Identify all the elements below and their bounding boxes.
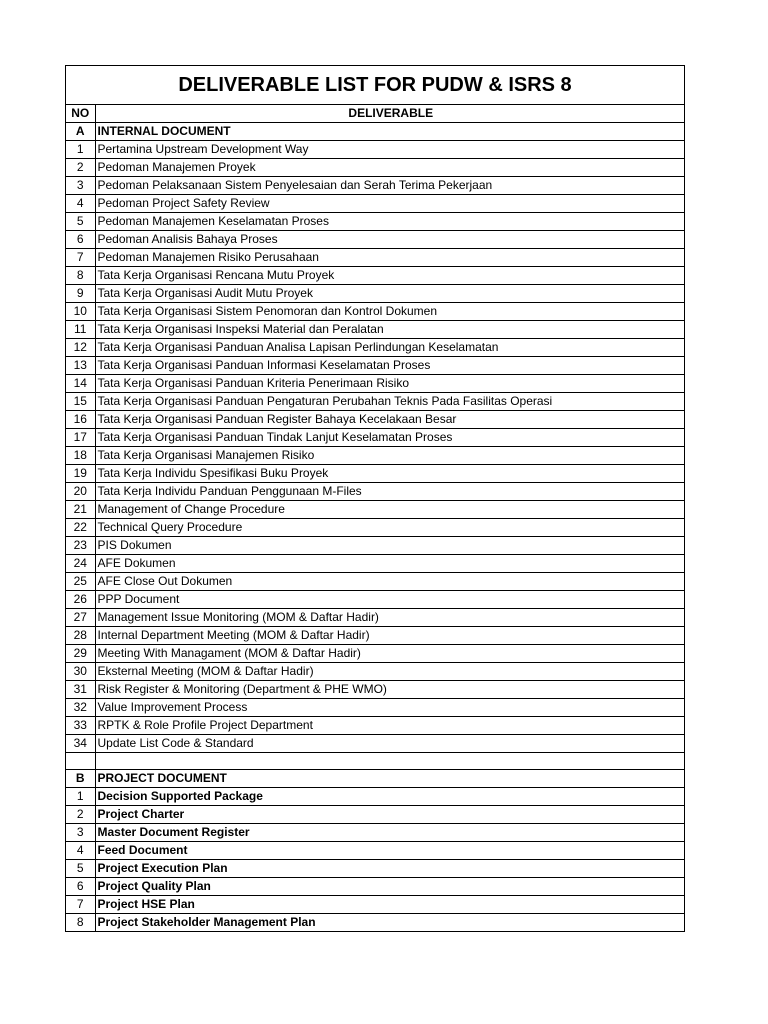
table-row: [66, 645, 684, 663]
row-number: 6: [66, 231, 95, 249]
table-row: [66, 501, 684, 519]
table-row: [66, 555, 684, 573]
deliverable-name: Pedoman Analisis Bahaya Proses: [95, 231, 684, 249]
table-row: [66, 177, 684, 195]
row-number: 30: [66, 663, 95, 681]
table-row: [66, 627, 684, 645]
table-row: [66, 681, 684, 699]
row-number: 4: [66, 842, 95, 860]
table-row: [66, 231, 684, 249]
deliverable-name: Update List Code & Standard: [95, 735, 684, 753]
row-number: 14: [66, 375, 95, 393]
table-row: [66, 321, 684, 339]
row-number: 28: [66, 627, 95, 645]
section-b-row: [66, 770, 684, 788]
row-number: 32: [66, 699, 95, 717]
deliverable-name: Tata Kerja Organisasi Manajemen Risiko: [95, 447, 684, 465]
row-number: 11: [66, 321, 95, 339]
row-number: 9: [66, 285, 95, 303]
table-row: [66, 339, 684, 357]
row-number: 2: [66, 159, 95, 177]
table-row: [66, 699, 684, 717]
deliverable-name: Project Stakeholder Management Plan: [95, 914, 684, 932]
row-number: 33: [66, 717, 95, 735]
row-number: 1: [66, 788, 95, 806]
row-number: 18: [66, 447, 95, 465]
deliverable-name: Tata Kerja Organisasi Sistem Penomoran dan Kontrol Dokumen: [95, 303, 684, 321]
deliverable-name: RPTK & Role Profile Project Department: [95, 717, 684, 735]
table-row: [66, 896, 684, 914]
deliverable-name: Project Quality Plan: [95, 878, 684, 896]
deliverable-name: Pedoman Pelaksanaan Sistem Penyelesaian dan Serah Terima Pekerjaan: [95, 177, 684, 195]
deliverable-name: Technical Query Procedure: [95, 519, 684, 537]
deliverable-sheet: [65, 65, 685, 932]
page-title: DELIVERABLE LIST FOR PUDW & ISRS 8: [66, 66, 684, 105]
blank-row: [66, 753, 684, 770]
row-number: 6: [66, 878, 95, 896]
table-row: [66, 267, 684, 285]
table-row: [66, 591, 684, 609]
deliverable-name: Decision Supported Package: [95, 788, 684, 806]
row-number: 8: [66, 914, 95, 932]
deliverable-table: [66, 105, 684, 931]
deliverable-name: Tata Kerja Organisasi Panduan Tindak Lanjut Keselamatan Proses: [95, 429, 684, 447]
deliverable-name: Feed Document: [95, 842, 684, 860]
deliverable-name: Tata Kerja Individu Spesifikasi Buku Proyek: [95, 465, 684, 483]
deliverable-name: Tata Kerja Individu Panduan Penggunaan M-Files: [95, 483, 684, 501]
row-number: 8: [66, 267, 95, 285]
deliverable-name: Tata Kerja Organisasi Inspeksi Material dan Peralatan: [95, 321, 684, 339]
row-number: 1: [66, 141, 95, 159]
section-letter: A: [66, 123, 95, 141]
deliverable-name: Tata Kerja Organisasi Panduan Register Bahaya Kecelakaan Besar: [95, 411, 684, 429]
deliverable-name: Project Execution Plan: [95, 860, 684, 878]
row-number: 27: [66, 609, 95, 627]
deliverable-name: Master Document Register: [95, 824, 684, 842]
row-number: 22: [66, 519, 95, 537]
table-row: [66, 303, 684, 321]
row-number: 15: [66, 393, 95, 411]
row-number: 3: [66, 824, 95, 842]
header-deliverable: DELIVERABLE: [95, 105, 684, 123]
table-row: [66, 411, 684, 429]
row-number: 23: [66, 537, 95, 555]
table-row: [66, 914, 684, 932]
section-letter: B: [66, 770, 95, 788]
deliverable-name: Internal Department Meeting (MOM & Daftar Hadir): [95, 627, 684, 645]
table-row: [66, 195, 684, 213]
table-header-row: [66, 105, 684, 123]
deliverable-name: Management Issue Monitoring (MOM & Daftar Hadir): [95, 609, 684, 627]
table-row: [66, 537, 684, 555]
deliverable-name: Management of Change Procedure: [95, 501, 684, 519]
row-number: 5: [66, 860, 95, 878]
row-number: 7: [66, 896, 95, 914]
table-row: [66, 663, 684, 681]
row-number: 25: [66, 573, 95, 591]
row-number: 3: [66, 177, 95, 195]
section-a-row: [66, 123, 684, 141]
deliverable-name: Value Improvement Process: [95, 699, 684, 717]
deliverable-name: PPP Document: [95, 591, 684, 609]
row-number: 20: [66, 483, 95, 501]
deliverable-name: Pedoman Manajemen Proyek: [95, 159, 684, 177]
row-number: 4: [66, 195, 95, 213]
deliverable-name: Pertamina Upstream Development Way: [95, 141, 684, 159]
table-row: [66, 429, 684, 447]
row-number: 16: [66, 411, 95, 429]
header-no: NO: [66, 105, 95, 123]
deliverable-name: Project Charter: [95, 806, 684, 824]
table-row: [66, 519, 684, 537]
row-number: 34: [66, 735, 95, 753]
deliverable-name: Meeting With Managament (MOM & Daftar Hadir): [95, 645, 684, 663]
table-row: [66, 375, 684, 393]
section-name: PROJECT DOCUMENT: [95, 770, 684, 788]
table-row: [66, 483, 684, 501]
row-number: 21: [66, 501, 95, 519]
table-row: [66, 735, 684, 753]
table-row: [66, 393, 684, 411]
row-number: 7: [66, 249, 95, 267]
table-row: [66, 285, 684, 303]
row-number: 17: [66, 429, 95, 447]
row-number: 29: [66, 645, 95, 663]
table-row: [66, 842, 684, 860]
table-row: [66, 806, 684, 824]
deliverable-name: Tata Kerja Organisasi Rencana Mutu Proyek: [95, 267, 684, 285]
table-row: [66, 249, 684, 267]
row-number: 31: [66, 681, 95, 699]
row-number: 5: [66, 213, 95, 231]
table-row: [66, 717, 684, 735]
row-number: 24: [66, 555, 95, 573]
row-number: 2: [66, 806, 95, 824]
table-row: [66, 878, 684, 896]
table-row: [66, 447, 684, 465]
table-row: [66, 213, 684, 231]
table-row: [66, 159, 684, 177]
table-row: [66, 357, 684, 375]
deliverable-name: Tata Kerja Organisasi Panduan Informasi Keselamatan Proses: [95, 357, 684, 375]
deliverable-name: AFE Dokumen: [95, 555, 684, 573]
deliverable-name: AFE Close Out Dokumen: [95, 573, 684, 591]
deliverable-name: Risk Register & Monitoring (Department & PHE WMO): [95, 681, 684, 699]
table-row: [66, 824, 684, 842]
deliverable-name: PIS Dokumen: [95, 537, 684, 555]
deliverable-name: Tata Kerja Organisasi Audit Mutu Proyek: [95, 285, 684, 303]
section-name: INTERNAL DOCUMENT: [95, 123, 684, 141]
table-row: [66, 609, 684, 627]
deliverable-name: Pedoman Project Safety Review: [95, 195, 684, 213]
table-row: [66, 141, 684, 159]
deliverable-name: Pedoman Manajemen Risiko Perusahaan: [95, 249, 684, 267]
deliverable-name: Eksternal Meeting (MOM & Daftar Hadir): [95, 663, 684, 681]
deliverable-name: Tata Kerja Organisasi Panduan Analisa Lapisan Perlindungan Keselamatan: [95, 339, 684, 357]
table-row: [66, 573, 684, 591]
row-number: 19: [66, 465, 95, 483]
deliverable-name: Pedoman Manajemen Keselamatan Proses: [95, 213, 684, 231]
deliverable-name: Tata Kerja Organisasi Panduan Pengaturan Perubahan Teknis Pada Fasilitas Operasi: [95, 393, 684, 411]
table-row: [66, 788, 684, 806]
table-row: [66, 860, 684, 878]
row-number: 13: [66, 357, 95, 375]
row-number: 12: [66, 339, 95, 357]
table-row: [66, 465, 684, 483]
deliverable-name: Tata Kerja Organisasi Panduan Kriteria Penerimaan Risiko: [95, 375, 684, 393]
deliverable-name: Project HSE Plan: [95, 896, 684, 914]
row-number: 10: [66, 303, 95, 321]
row-number: 26: [66, 591, 95, 609]
